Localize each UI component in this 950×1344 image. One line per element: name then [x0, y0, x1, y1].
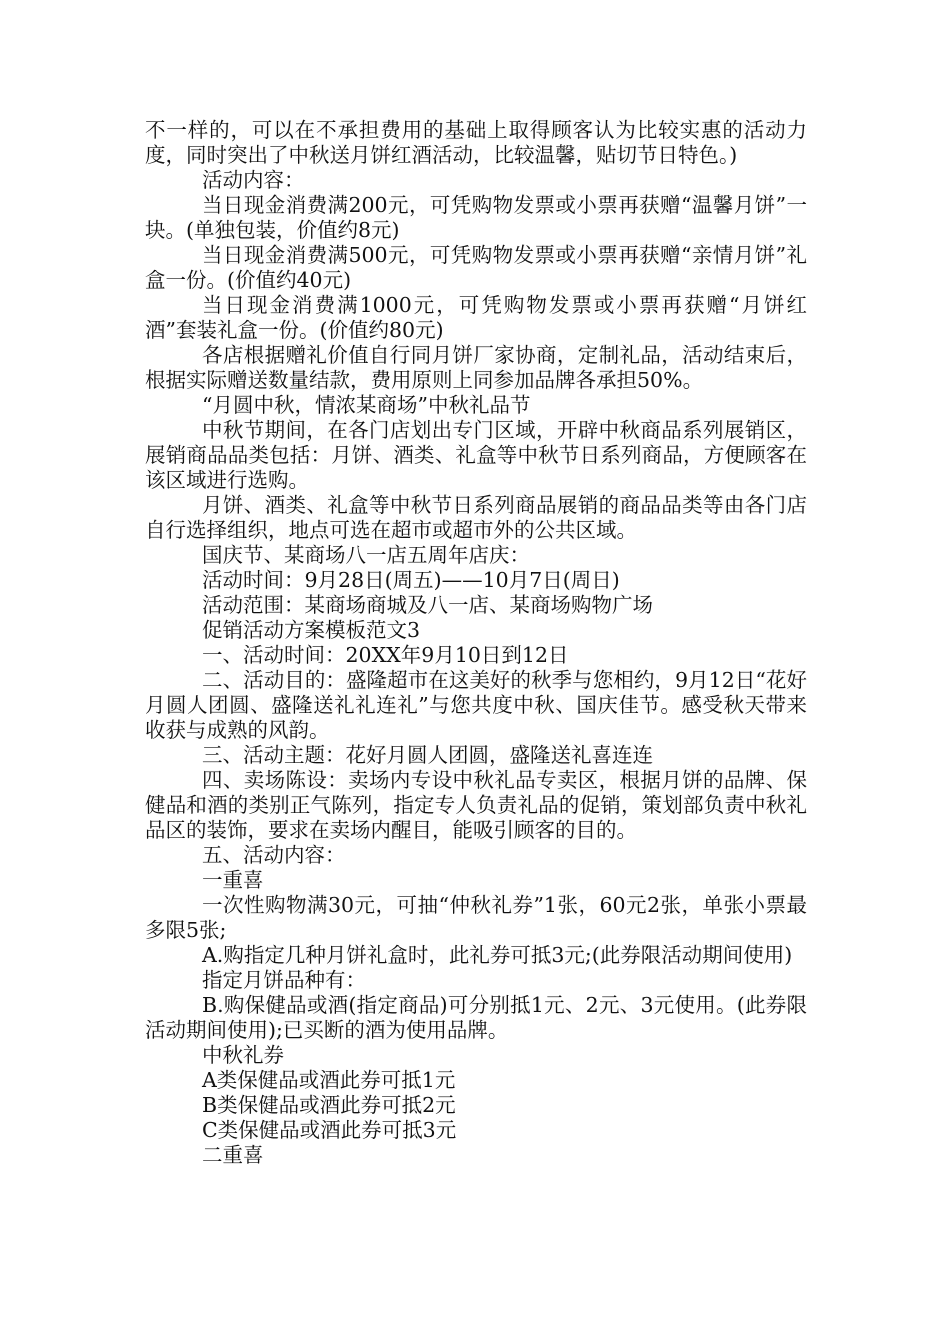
paragraph: 五、活动内容：: [202, 843, 346, 867]
paragraph: 三、活动主题：花好月圆人团圆，盛隆送礼喜连连: [202, 743, 653, 767]
paragraph: 促销活动方案模板范文3: [202, 618, 421, 642]
paragraph: A类保健品或酒此券可抵1元: [202, 1068, 456, 1092]
paragraph: 中秋节期间，在各门店划出专门区域，开辟中秋商品系列展销区，展销商品品类包括：月饼、酒类、礼盒等中秋节日系列商品，方便顾客在该区域进行选购。: [145, 418, 807, 492]
paragraph: 中秋礼券: [202, 1043, 284, 1067]
paragraph: 活动时间：9月28日(周五)——10月7日(周日): [202, 568, 620, 592]
paragraph: 当日现金消费满200元，可凭购物发票或小票再获赠“温馨月饼”一块。(单独包装，价值约8元): [145, 193, 807, 242]
paragraph: 月饼、酒类、礼盒等中秋节日系列商品展销的商品品类等由各门店自行选择组织，地点可选在超市或超市外的公共区域。: [145, 493, 807, 542]
document-body: [145, 118, 807, 1168]
paragraph: 四、卖场陈设：卖场内专设中秋礼品专卖区，根据月饼的品牌、保健品和酒的类别正气陈列，指定专人负责礼品的促销，策划部负责中秋礼品区的装饰，要求在卖场内醒目，能吸引顾客的目的。: [145, 768, 807, 842]
paragraph: 一重喜: [202, 868, 264, 892]
paragraph: 活动内容：: [202, 168, 305, 192]
paragraph: B.购保健品或酒(指定商品)可分别抵1元、2元、3元使用。(此券限活动期间使用);已买断的酒为使用品牌。: [145, 993, 807, 1042]
paragraph: 国庆节、某商场八一店五周年店庆：: [202, 543, 530, 567]
paragraph: 当日现金消费满500元，可凭购物发票或小票再获赠“亲情月饼”礼盒一份。(价值约40元): [145, 243, 807, 292]
paragraph: A.购指定几种月饼礼盒时，此礼券可抵3元;(此券限活动期间使用): [202, 943, 793, 967]
paragraph: 一次性购物满30元，可抽“仲秋礼券”1张，60元2张，单张小票最多限5张;: [145, 893, 807, 942]
paragraph: “月圆中秋，情浓某商场”中秋礼品节: [202, 393, 531, 417]
paragraph: 二、活动目的：盛隆超市在这美好的秋季与您相约，9月12日“花好月圆人团圆、盛隆送礼礼连礼”与您共度中秋、国庆佳节。感受秋天带来收获与成熟的风韵。: [145, 668, 807, 742]
paragraph: 当日现金消费满1000元，可凭购物发票或小票再获赠“月饼红酒”套装礼盒一份。(价值约80元): [145, 293, 807, 342]
paragraph: 不一样的，可以在不承担费用的基础上取得顾客认为比较实惠的活动力度，同时突出了中秋送月饼红酒活动，比较温馨，贴切节日特色。): [145, 118, 807, 167]
paragraph: 各店根据赠礼价值自行同月饼厂家协商，定制礼品，活动结束后，根据实际赠送数量结款，费用原则上同参加品牌各承担50%。: [145, 343, 807, 392]
paragraph: 活动范围：某商场商城及八一店、某商场购物广场: [202, 593, 653, 617]
paragraph: 二重喜: [202, 1143, 264, 1167]
paragraph: C类保健品或酒此券可抵3元: [202, 1118, 457, 1142]
paragraph: 一、活动时间：20XX年9月10日到12日: [202, 643, 569, 667]
paragraph: B类保健品或酒此券可抵2元: [202, 1093, 456, 1117]
paragraph: 指定月饼品种有：: [202, 968, 366, 992]
